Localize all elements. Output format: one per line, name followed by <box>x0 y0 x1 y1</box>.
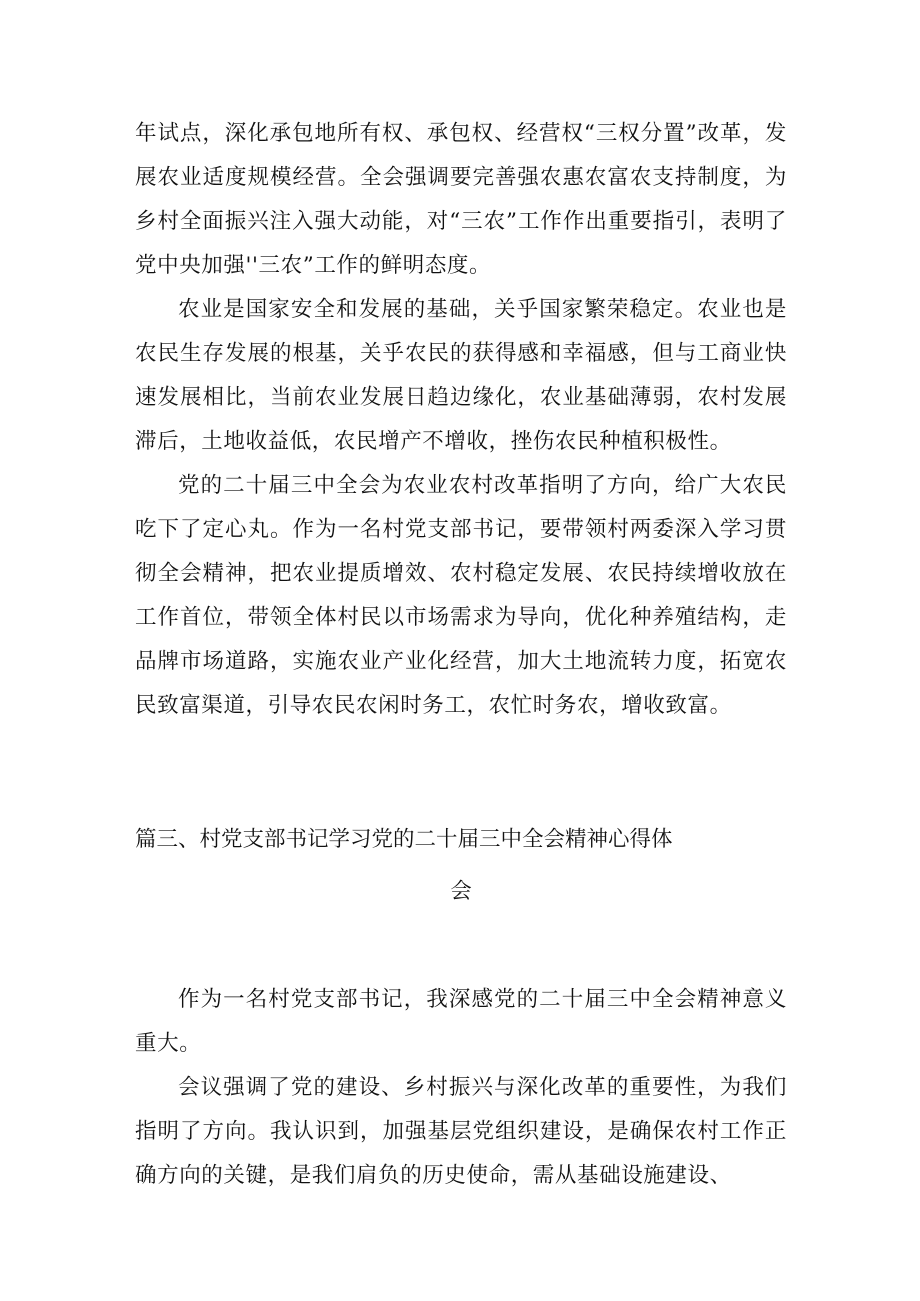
paragraph: 作为一名村党支部书记，我深感党的二十届三中全会精神意义重大。 <box>135 987 787 1056</box>
heading-line: 篇三、村党支部书记学习党的二十届三中全会精神心得体 <box>135 827 673 852</box>
heading-line: 会 <box>450 879 472 904</box>
paragraph: 农业是国家安全和发展的基础，关乎国家繁荣稳定。农业也是农民生存发展的根基，关乎农民的获得感和幸福感，但与工商业快速发展相比，当前农业发展日趋边缘化，农业基础薄弱，农村发展滞后，土地收益低，农民增产不增收，挫伤农民种植积极性。 <box>135 297 787 454</box>
section-two-body <box>135 978 787 1198</box>
paragraph: 党的二十届三中全会为农业农村改革指明了方向，给广大农民吃下了定心丸。作为一名村党支部书记，要带领村两委深入学习贯彻全会精神，把农业提质增效、农村稳定发展、农民持续增收放在工作首位，带领全体村民以市场需求为导向，优化种养殖结构，走品牌市场道路，实施农业产业化经营，加大土地流转力度，拓宽农民致富渠道，引导农民农闲时务工，农忙时务农，增收致富。 <box>135 473 787 718</box>
section-heading <box>135 824 787 914</box>
paragraph: 年试点，深化承包地所有权、承包权、经营权“三权分置”改革，发展农业适度规模经营。全会强调要完善强农惠农富农支持制度，为乡村全面振兴注入强大动能，对“三农”工作作出重要指引，表明了党中央加强''三农”工作的鲜明态度。 <box>135 121 787 278</box>
section-one-body <box>135 112 787 728</box>
paragraph: 会议强调了党的建设、乡村振兴与深化改革的重要性，为我们指明了方向。我认识到，加强基层党组织建设，是确保农村工作正确方向的关键，是我们肩负的历史使命，需从基础设施建设、 <box>135 1075 787 1188</box>
